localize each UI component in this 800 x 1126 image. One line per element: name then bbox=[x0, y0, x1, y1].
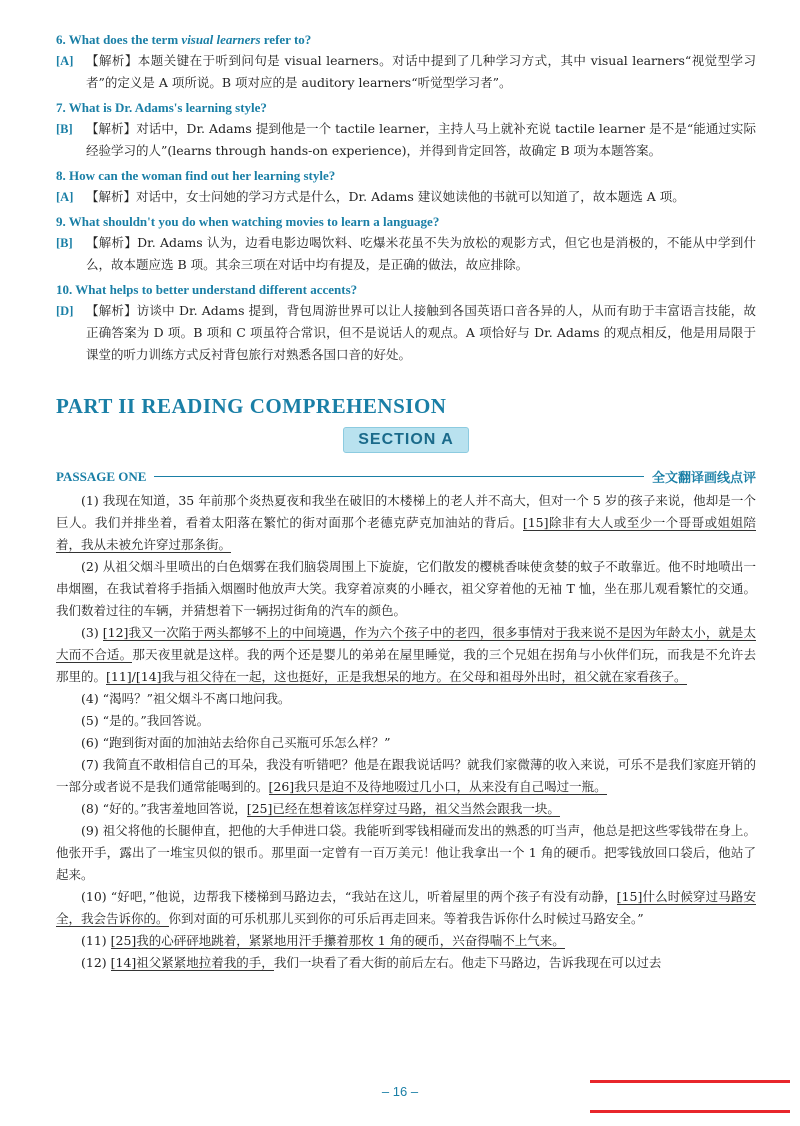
answer-letter: [B] bbox=[56, 122, 73, 136]
answer-block-7 bbox=[56, 98, 756, 162]
passage-body bbox=[56, 490, 756, 974]
passage-divider bbox=[154, 476, 644, 477]
answer-explanation: 【解析】本题关键在于听到问句是 visual learners。对话中提到了几种学习方式，其中 visual learners“视觉型学习者”的定义是 A 项所说。B 项对应的是 auditory learners“听觉型学习者”。 bbox=[86, 53, 756, 90]
answer-explanation: 【解析】对话中，女士问她的学习方式是什么，Dr. Adams 建议她读他的书就可以知道了，故本题选 A 项。 bbox=[86, 189, 685, 204]
answer-8 bbox=[56, 186, 756, 208]
part-title: PART II READING COMPREHENSION bbox=[56, 394, 447, 418]
answer-letter: [A] bbox=[56, 190, 74, 204]
paragraph-7: (7) 我简直不敢相信自己的耳朵，我没有听错吧？他是在跟我说话吗？就我们家微薄的收入来说，可乐不是我们家庭开销的一部分或者说不是我们通常能喝到的。[26]我只是迫不及待地啜过几小口，从来没有自己喝过一瓶。 bbox=[56, 757, 756, 794]
decorative-red-bar bbox=[590, 1080, 790, 1083]
answer-letter: [B] bbox=[56, 236, 73, 250]
question-6: 6. What does the term visual learners refer to? bbox=[56, 32, 312, 47]
underlined-text: [15]什么时候穿过马路安全，我会告诉你的。 bbox=[56, 889, 756, 926]
answer-letter: [A] bbox=[56, 54, 74, 68]
underlined-text: [12]我又一次陷于两头都够不上的中间境遇，作为六个孩子中的老四，很多事情对于我来说不是因为年龄太小，就是太大而不合适。 bbox=[56, 625, 756, 662]
paragraph-1: (1) 我现在知道，35 年前那个炎热夏夜和我坐在破旧的木楼梯上的老人并不高大，但对一个 5 岁的孩子来说，他却是一个巨人。我们并排坐着，看着太阳落在繁忙的街对面那个老德克萨克加油站的背后。[15]除非有大人或至少一个哥哥或姐姐陪着，我从未被允许穿过那条街。 bbox=[56, 493, 756, 552]
underlined-text: [15]除非有大人或至少一个哥哥或姐姐陪着，我从未被允许穿过那条街。 bbox=[56, 515, 756, 552]
paragraph-3: (3) [12]我又一次陷于两头都够不上的中间境遇，作为六个孩子中的老四，很多事情对于我来说不是因为年龄太小，就是太大而不合适。那天夜里就是这样。我的两个还是婴儿的弟弟在屋里睡觉，我的三个兄姐在拐角与小伙伴们玩，而我是不允许去那里的。[11]/[14]我与祖父待在一起，这也挺好，正是我想呆的地方。在父母和祖母外出时，祖父就在家看孩子。 bbox=[56, 625, 756, 684]
paragraph-11: (11) [25]我的心砰砰地跳着，紧紧地用汗手攥着那枚 1 角的硬币，兴奋得喘不上气来。 bbox=[81, 933, 565, 948]
question-8: 8. How can the woman find out her learning style? bbox=[56, 168, 336, 183]
paragraph-2: (2) 从祖父烟斗里喷出的白色烟雾在我们脑袋周围上下旋旋，它们散发的樱桃香味使贪婪的蚊子不敢靠近。他不时地喷出一串烟圈，在我试着将手指插入烟圈时他放声大笑。我穿着凉爽的小睡衣，祖父穿着他的无袖 T 恤，坐在那儿观看繁忙的交通。我们数着过往的车辆，并猜想着下一辆拐过街角的汽车的颜色。 bbox=[56, 559, 756, 618]
page-content bbox=[56, 26, 756, 974]
section-badge: SECTION A bbox=[343, 427, 469, 453]
answer-7 bbox=[56, 118, 756, 162]
paragraph-6: (6) “跑到街对面的加油站去给你自己买瓶可乐怎么样？” bbox=[81, 735, 391, 750]
paragraph-9: (9) 祖父将他的长腿伸直，把他的大手伸进口袋。我能听到零钱相碰而发出的熟悉的叮当声，他总是把这些零钱带在身上。他张开手，露出了一堆宝贝似的银币。那里面一定曾有一百万美元！他让我拿出一个 1 角的硬币。把零钱放回口袋后，他站了起来。 bbox=[56, 823, 756, 882]
page-number: – 16 – bbox=[381, 1084, 419, 1099]
question-6-term: visual learners bbox=[181, 32, 261, 47]
answer-letter: [D] bbox=[56, 304, 74, 318]
answer-block-8 bbox=[56, 166, 756, 208]
underlined-text: [25]我的心砰砰地跳着，紧紧地用汗手攥着那枚 1 角的硬币，兴奋得喘不上气来。 bbox=[110, 933, 565, 948]
paragraph-12: (12) [14]祖父紧紧地拉着我的手，我们一块看了看大街的前后左右。他走下马路边，告诉我现在可以过去 bbox=[81, 955, 662, 970]
passage-note: 全文翻译画线点评 bbox=[651, 470, 756, 485]
underlined-text: [14]祖父紧紧地拉着我的手， bbox=[110, 955, 274, 970]
answer-10 bbox=[56, 300, 756, 366]
question-7: 7. What is Dr. Adams's learning style? bbox=[56, 100, 267, 115]
underlined-text: [25]已经在想着该怎样穿过马路，祖父当然会跟我一块。 bbox=[246, 801, 560, 816]
question-9: 9. What shouldn't you do when watching movies to learn a language? bbox=[56, 214, 440, 229]
answer-block-9 bbox=[56, 212, 756, 276]
answer-explanation: 【解析】对话中，Dr. Adams 提到他是一个 tactile learner，主持人马上就补充说 tactile learner 是不是“能通过实际经验学习的人”(learns through hands-on experience)，并得到肯定回答，故确定 B 项为本题答案。 bbox=[86, 121, 756, 158]
paragraph-4: (4) “渴吗？”祖父烟斗不离口地问我。 bbox=[81, 691, 291, 706]
passage-label: PASSAGE ONE bbox=[56, 468, 147, 484]
question-10: 10. What helps to better understand different accents? bbox=[56, 282, 358, 297]
answer-explanation: 【解析】Dr. Adams 认为，边看电影边喝饮料、吃爆米花虽不失为放松的观影方式，但它也是消极的，不能从中学到什么，故本题应选 B 项。其余三项在对话中均有提及，是正确的做法，故应排除。 bbox=[86, 235, 756, 272]
section-header bbox=[56, 427, 756, 453]
underlined-text: [11]/[14]我与祖父待在一起，这也挺好，正是我想呆的地方。在父母和祖母外出时，祖父就在家看孩子。 bbox=[106, 669, 687, 684]
answer-block-6 bbox=[56, 30, 756, 94]
answer-explanation: 【解析】访谈中 Dr. Adams 提到，背包周游世界可以让人接触到各国英语口音各异的人，从而有助于丰富语言技能，故正确答案为 D 项。B 项和 C 项虽符合常识，但不是说话人的观点。A 项恰好与 Dr. Adams 的观点相反，他是用局限于课堂的听力训练方式反衬背包旅行对熟悉各国口音的好处。 bbox=[86, 303, 756, 362]
decorative-red-bar bbox=[590, 1110, 790, 1113]
passage-header bbox=[56, 467, 756, 486]
paragraph-5: (5) “是的。”我回答说。 bbox=[81, 713, 210, 728]
answer-6 bbox=[56, 50, 756, 94]
answer-block-10 bbox=[56, 280, 756, 366]
paragraph-10: (10) “好吧，”他说，边帮我下楼梯到马路边去，“我站在这儿，听着屋里的两个孩子有没有动静，[15]什么时候穿过马路安全，我会告诉你的。你到对面的可乐机那儿买到你的可乐后再走回来。等着我告诉你什么时候过马路安全。” bbox=[56, 889, 756, 926]
answer-9 bbox=[56, 232, 756, 276]
underlined-text: [26]我只是迫不及待地啜过几小口，从来没有自己喝过一瓶。 bbox=[268, 779, 607, 794]
paragraph-8: (8) “好的。”我害羞地回答说，[25]已经在想着该怎样穿过马路，祖父当然会跟我一块。 bbox=[81, 801, 560, 816]
